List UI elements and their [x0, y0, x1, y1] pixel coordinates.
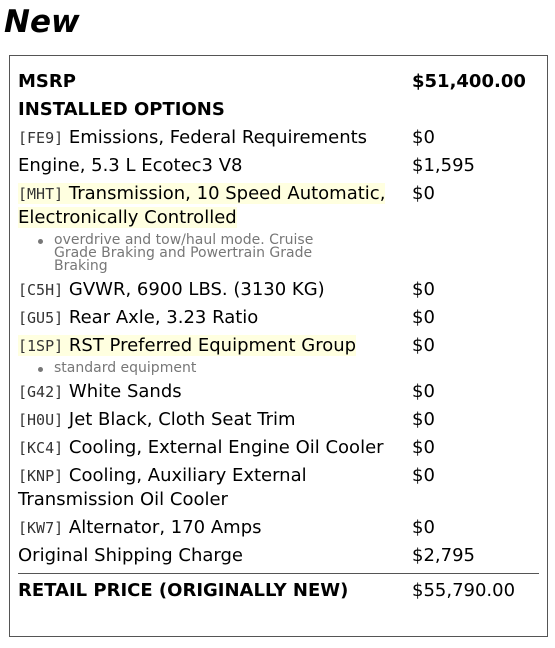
- option-row: [18, 152, 539, 180]
- option-highlight: [18, 183, 385, 228]
- option-row: [18, 124, 539, 152]
- option-highlight: [18, 335, 356, 356]
- total-price: $55,790.00: [412, 580, 516, 601]
- option-code: [1SP]: [18, 337, 64, 355]
- total-row: [18, 577, 539, 605]
- option-description: [18, 126, 412, 150]
- option-name: Cooling, Auxiliary External Transmission Oil Cooler: [18, 465, 307, 510]
- option-note: overdrive and tow/haul mode. Cruise Grade Braking and Powertrain Grade Braking: [18, 234, 354, 273]
- option-description: [18, 516, 412, 540]
- option-price: $0: [412, 279, 435, 300]
- total-divider: [18, 573, 539, 574]
- option-name: Emissions, Federal Requirements: [68, 127, 368, 148]
- option-row: [18, 378, 539, 406]
- option-row: [18, 406, 539, 434]
- price-grid: [18, 68, 539, 605]
- option-row: [18, 180, 539, 232]
- option-name: GVWR, 6900 LBS. (3130 KG): [68, 279, 325, 300]
- option-name: Transmission, 10 Speed Automatic, Electronically Controlled: [18, 183, 386, 228]
- option-row: [18, 434, 539, 462]
- msrp-label: MSRP: [18, 71, 76, 92]
- option-price: $1,595: [412, 155, 475, 176]
- option-description: [18, 182, 412, 230]
- option-price: $0: [412, 381, 435, 402]
- option-code: [MHT]: [18, 185, 64, 203]
- option-description: [18, 154, 412, 178]
- installed-options-label: INSTALLED OPTIONS: [18, 99, 225, 120]
- option-row: [18, 304, 539, 332]
- option-price: $0: [412, 517, 435, 538]
- option-description: [18, 380, 412, 404]
- option-name: Engine, 5.3 L Ecotec3 V8: [18, 155, 243, 176]
- option-price: $0: [412, 307, 435, 328]
- option-description: [18, 306, 412, 330]
- option-description: [18, 278, 412, 302]
- option-note: standard equipment: [18, 362, 354, 375]
- msrp-row: [18, 68, 539, 96]
- option-name: Rear Axle, 3.23 Ratio: [68, 307, 259, 328]
- option-code: [C5H]: [18, 281, 64, 299]
- page-heading: New: [4, 4, 80, 40]
- option-description: [18, 408, 412, 432]
- option-price: $0: [412, 183, 435, 204]
- option-name: Cooling, External Engine Oil Cooler: [68, 437, 384, 458]
- option-row: [18, 514, 539, 542]
- option-name: Jet Black, Cloth Seat Trim: [68, 409, 296, 430]
- installed-options-header: [18, 96, 539, 124]
- option-price: $0: [412, 335, 435, 356]
- option-price: $2,795: [412, 545, 475, 566]
- option-code: [KC4]: [18, 439, 64, 457]
- option-price: $0: [412, 409, 435, 430]
- option-price: $0: [412, 437, 435, 458]
- option-code: [KNP]: [18, 467, 64, 485]
- option-name: Original Shipping Charge: [18, 545, 243, 566]
- option-description: [18, 464, 412, 512]
- option-name: White Sands: [68, 381, 182, 402]
- option-row: [18, 332, 539, 360]
- option-code: [G42]: [18, 383, 64, 401]
- option-name: Alternator, 170 Amps: [68, 517, 262, 538]
- option-row: [18, 462, 539, 514]
- option-description: [18, 436, 412, 460]
- option-row: [18, 542, 539, 570]
- msrp-price: $51,400.00: [412, 71, 526, 92]
- option-price: $0: [412, 465, 435, 486]
- option-description: [18, 334, 412, 358]
- option-code: [H0U]: [18, 411, 64, 429]
- option-code: [KW7]: [18, 519, 64, 537]
- option-code: [GU5]: [18, 309, 64, 327]
- option-row: [18, 276, 539, 304]
- total-label: RETAIL PRICE (ORIGINALLY NEW): [18, 580, 349, 601]
- option-name: RST Preferred Equipment Group: [68, 335, 357, 356]
- window-sticker-table: [9, 55, 548, 637]
- option-price: $0: [412, 127, 435, 148]
- option-code: [FE9]: [18, 129, 64, 147]
- option-description: [18, 544, 412, 568]
